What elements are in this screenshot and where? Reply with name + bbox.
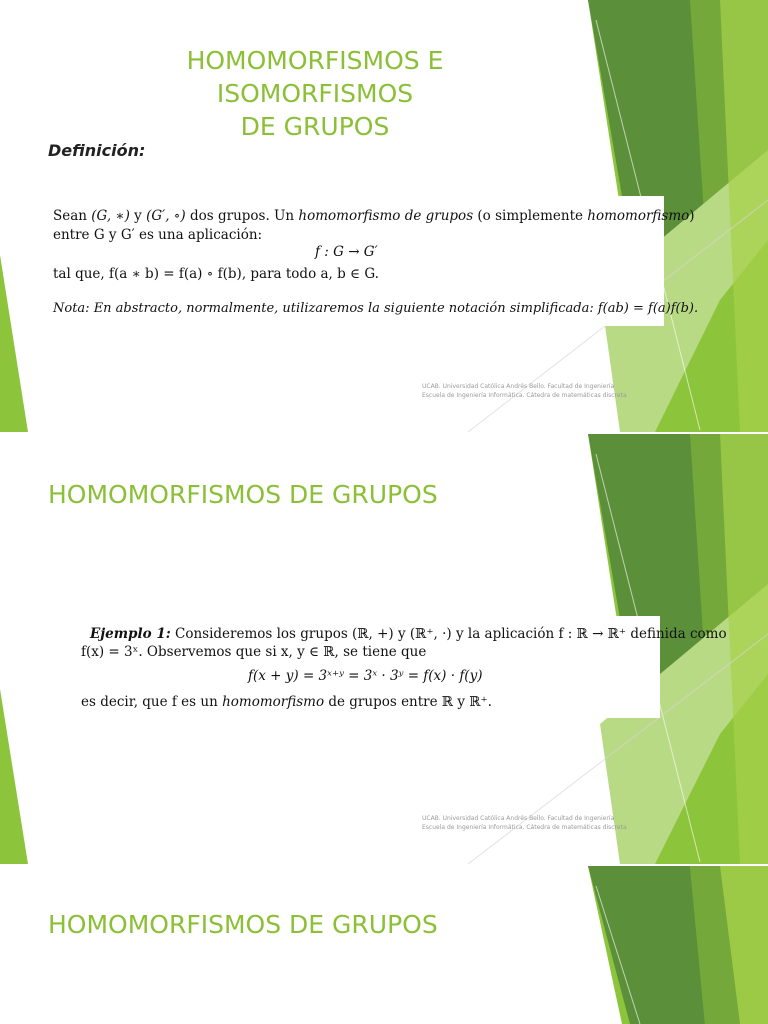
title-line-2: DE GRUPOS (240, 112, 390, 141)
slide-footer (422, 382, 627, 400)
slide-footer (422, 814, 627, 832)
slide-decoration (0, 866, 768, 1024)
footer-line-2: Escuela de Ingeniería Informática. Cátedra de matemáticas discreta (422, 392, 627, 399)
slide-title: HOMOMORFISMOS DE GRUPOS (48, 480, 438, 509)
example-line-1: Ejemplo 1: Consideremos los grupos (ℝ, +) y (ℝ⁺, ·) y la aplicación f : ℝ → ℝ⁺ definida como (90, 626, 727, 642)
footer-line-2: Escuela de Ingeniería Informática. Cátedra de matemáticas discreta (422, 824, 627, 831)
footer-line-1: UCAB. Universidad Católica Andrés Bello. Facultad de Ingeniería (422, 383, 615, 390)
slide-3 (0, 866, 768, 1024)
definition-formula: f : G → G′ (315, 244, 378, 260)
definition-line-3: tal que, f(a ∗ b) = f(a) ∘ f(b), para todo a, b ∈ G. (53, 266, 379, 282)
slide-1 (0, 0, 768, 432)
slide-2 (0, 434, 768, 864)
slide-title: HOMOMORFISMOS DE GRUPOS (48, 910, 438, 939)
example-box (81, 616, 727, 718)
definition-line-2: entre G y G′ es una aplicación: (53, 227, 263, 243)
slide-title (90, 44, 540, 143)
example-formula: f(x + y) = 3ˣ⁺ʸ = 3ˣ · 3ʸ = f(x) · f(y) (248, 668, 483, 684)
footer-line-1: UCAB. Universidad Católica Andrés Bello. Facultad de Ingeniería (422, 815, 615, 822)
definition-note: Nota: En abstracto, normalmente, utilizaremos la siguiente notación simplificada: f(ab) = f(a)f(b). (53, 301, 699, 316)
definition-line-1: Sean (G, ∗) y (G′, ∘) dos grupos. Un homomorfismo de grupos (o simplemente homomorfismo) (53, 208, 695, 224)
definition-box (28, 196, 699, 326)
title-line-1: HOMOMORFISMOS E ISOMORFISMOS (186, 46, 444, 108)
definition-heading: Definición: (48, 141, 146, 160)
example-line-2: f(x) = 3ˣ. Observemos que si x, y ∈ ℝ, se tiene que (81, 644, 427, 660)
example-line-3: es decir, que f es un homomorfismo de grupos entre ℝ y ℝ⁺. (81, 694, 492, 710)
example-label: Ejemplo 1: (90, 626, 171, 642)
